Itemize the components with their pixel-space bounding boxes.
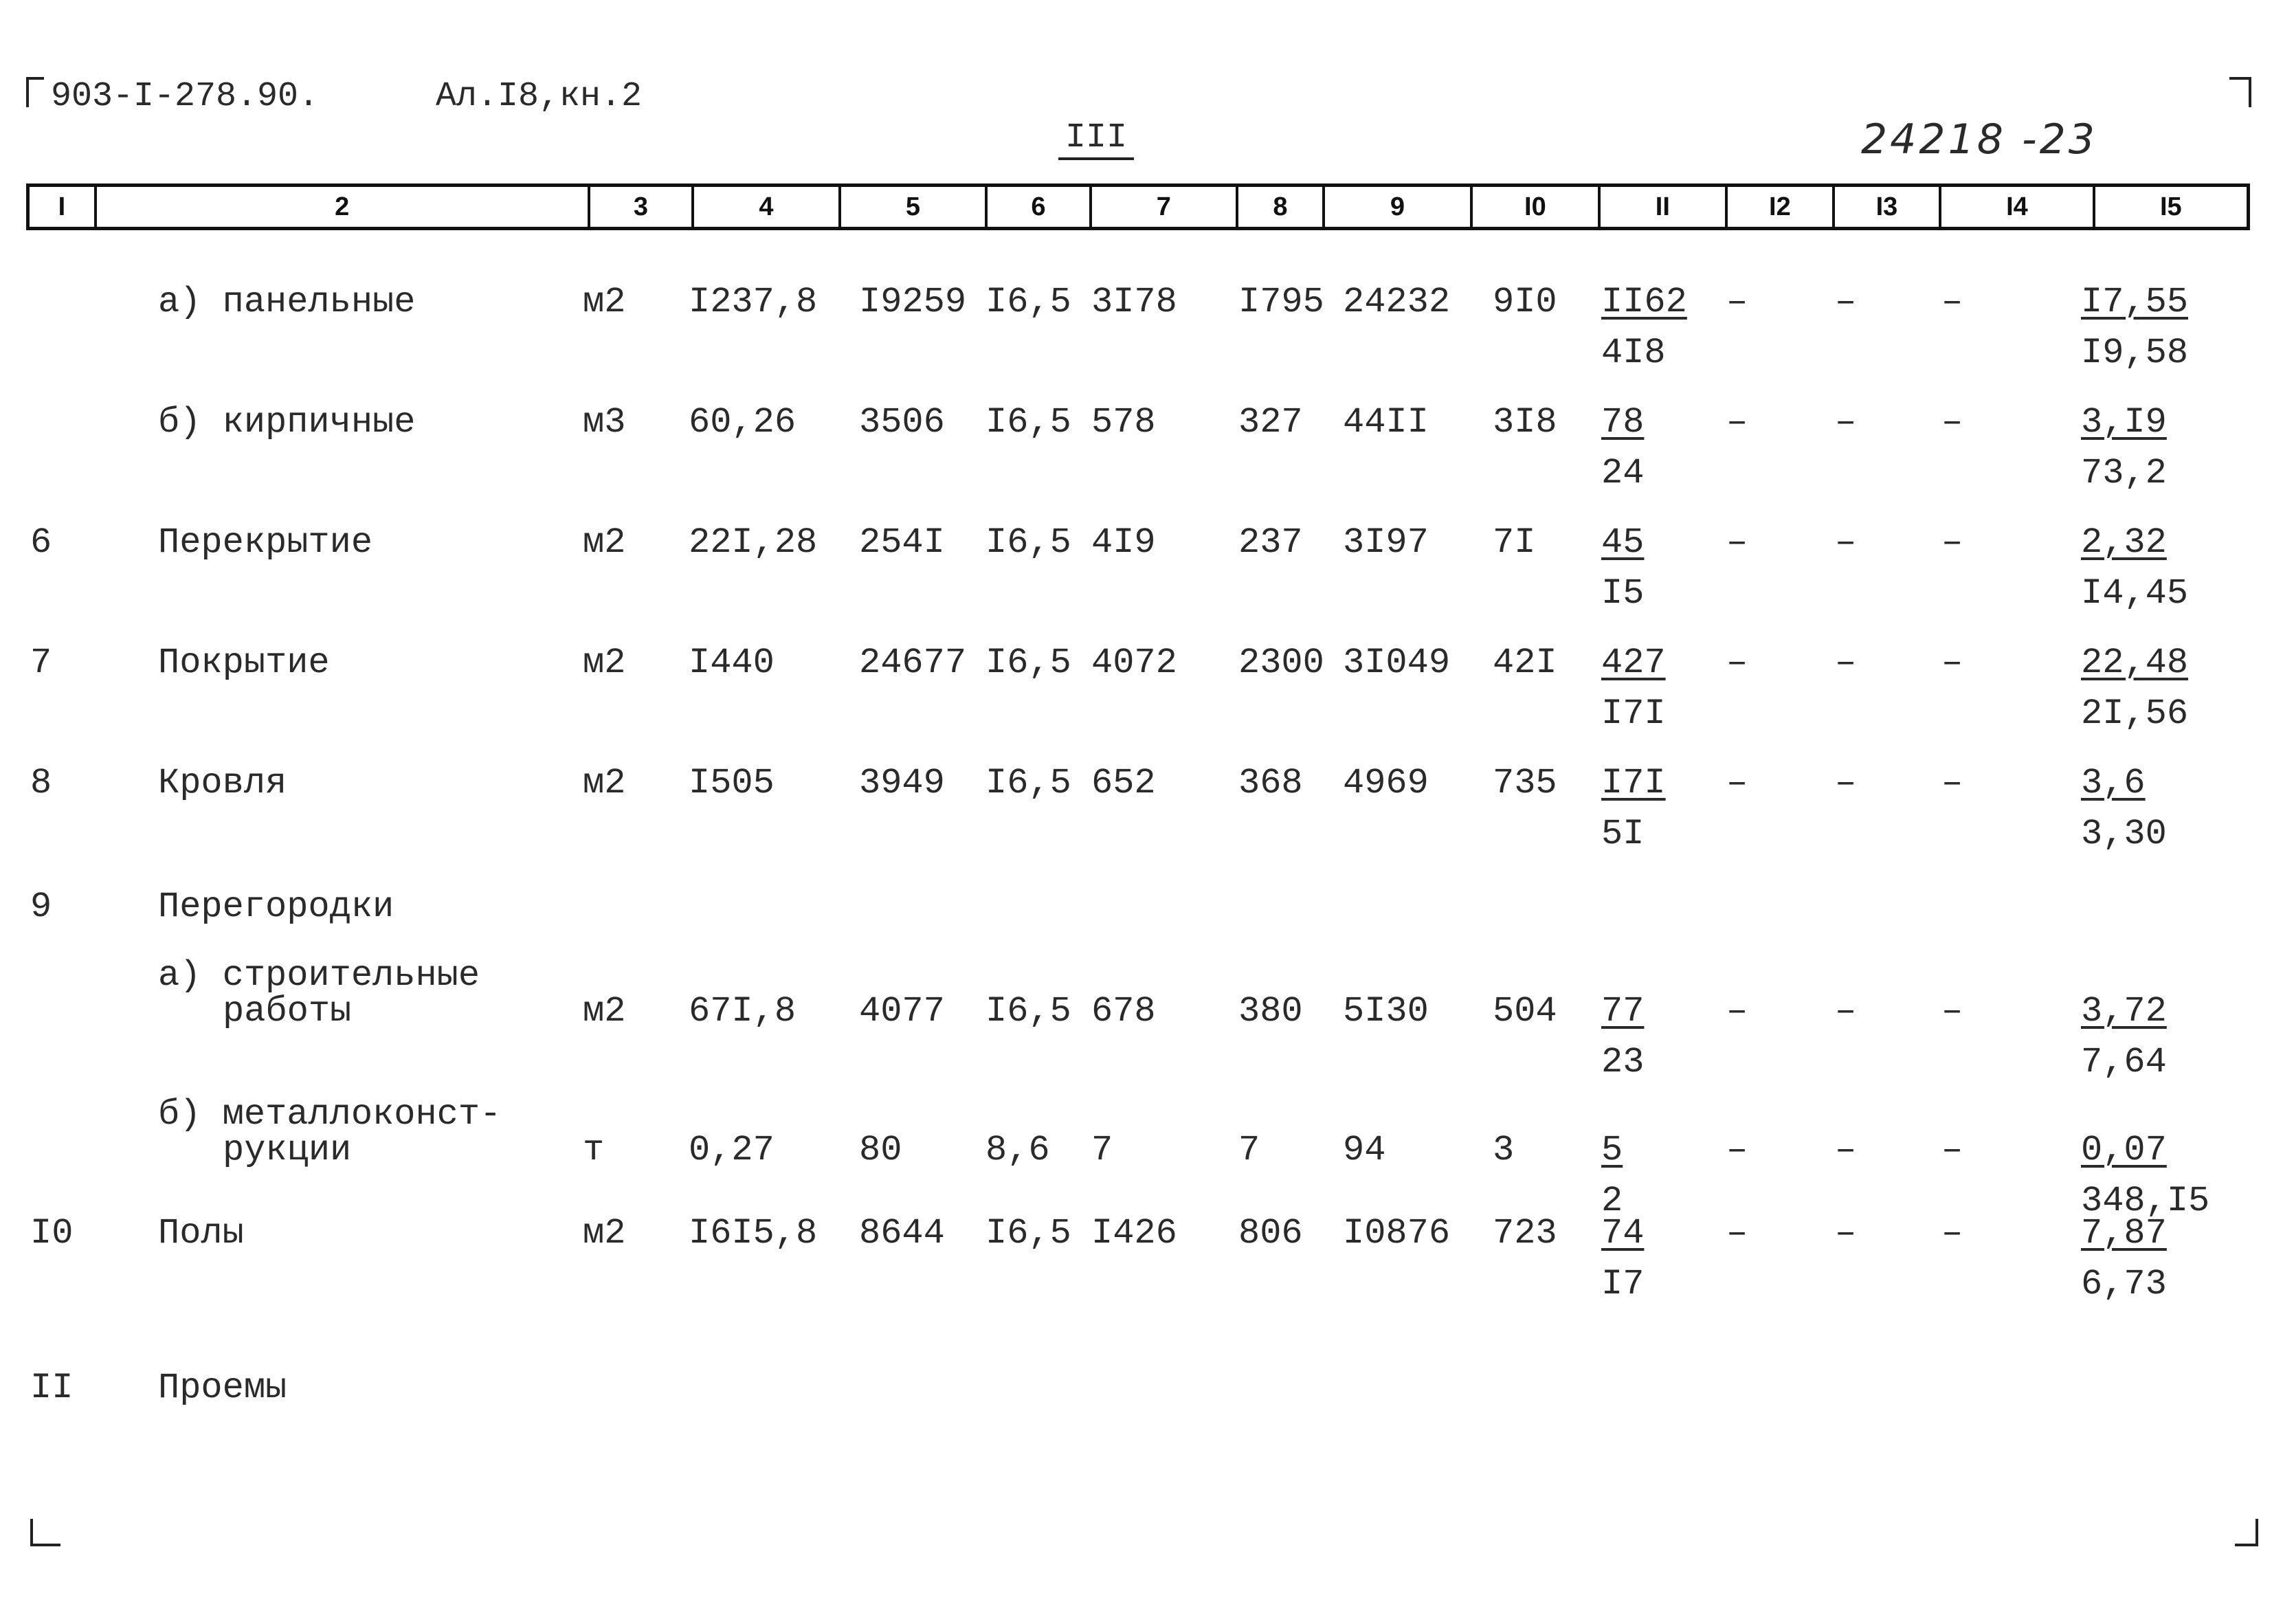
row-name: а) панельные: [158, 282, 416, 322]
row-name: Кровля: [158, 763, 287, 803]
value-cell-c8: 7: [1238, 1130, 1260, 1170]
column-header-15: I5: [2159, 192, 2182, 221]
value-cell-c7: 578: [1091, 402, 1156, 443]
fraction-bottom-col11: 5I: [1601, 814, 1645, 854]
value-cell-c7: I426: [1091, 1213, 1177, 1254]
dash-cell-c13: –: [1835, 1130, 1857, 1170]
value-cell-c10: 3: [1493, 1130, 1515, 1170]
dash-cell-c13: –: [1835, 402, 1857, 443]
fraction-bottom-col15: I4,45: [2081, 573, 2189, 614]
fraction-top-col11: II62: [1601, 282, 1687, 322]
corner-mark-top-left: [26, 77, 44, 107]
row-name: б) металлоконст-: [158, 1094, 502, 1135]
dash-cell-c14: –: [1941, 522, 1963, 563]
value-cell-c4: 60,26: [689, 402, 797, 443]
fraction-bottom-col11: I5: [1601, 573, 1645, 614]
value-cell-c4: I237,8: [689, 282, 818, 322]
column-header-14: I4: [1941, 187, 2095, 227]
fraction-bottom-col11: I7I: [1601, 693, 1666, 734]
fraction-top-col11: 77: [1601, 991, 1645, 1032]
dash-cell-c14: –: [1941, 991, 1963, 1032]
fraction-top-col15: 3,72: [2081, 991, 2167, 1032]
value-cell-c8: 368: [1238, 763, 1303, 803]
corner-mark-bottom-right: [2235, 1519, 2258, 1546]
unit-cell: т: [583, 1130, 605, 1170]
value-cell-c5: 8644: [859, 1213, 945, 1254]
value-cell-c8: 237: [1238, 522, 1303, 563]
fraction-top-col11: 74: [1601, 1213, 1645, 1254]
column-header-9: 9: [1325, 187, 1473, 227]
fraction-bottom-col11: 4I8: [1601, 333, 1666, 373]
handwritten-number: 24218 -23: [1861, 115, 2097, 164]
value-cell-c5: 4077: [859, 991, 945, 1032]
fraction-top-col15: 22,48: [2081, 643, 2189, 683]
value-cell-c7: 4I9: [1091, 522, 1156, 563]
fraction-top-col15: I7,55: [2081, 282, 2189, 322]
value-cell-c6: I6,5: [985, 282, 1071, 322]
value-cell-c4: I505: [689, 763, 775, 803]
column-header-7: 7: [1092, 187, 1238, 227]
value-cell-c6: 8,6: [985, 1130, 1050, 1170]
value-cell-c5: 80: [859, 1130, 902, 1170]
fraction-top-col15: 3,I9: [2081, 402, 2167, 443]
unit-cell: м2: [583, 643, 626, 683]
dash-cell-c12: –: [1726, 522, 1748, 563]
value-cell-c8: 806: [1238, 1213, 1303, 1254]
dash-cell-c13: –: [1835, 522, 1857, 563]
column-header-3: 3: [590, 187, 695, 227]
dash-cell-c14: –: [1941, 1213, 1963, 1254]
dash-cell-c14: –: [1941, 763, 1963, 803]
column-header-8: 8: [1238, 187, 1325, 227]
page-number: [1058, 118, 1134, 160]
row-name: Полы: [158, 1213, 244, 1254]
value-cell-c4: 67I,8: [689, 991, 797, 1032]
column-header-5: 5: [841, 187, 988, 227]
dash-cell-c12: –: [1726, 282, 1748, 322]
fraction-top-col15: 3,6: [2081, 763, 2146, 803]
fraction-top-col15: 2,32: [2081, 522, 2167, 563]
corner-mark-bottom-left: [30, 1519, 60, 1546]
column-header-13: I3: [1835, 187, 1942, 227]
value-cell-c5: 3506: [859, 402, 945, 443]
fraction-top-col15: 7,87: [2081, 1213, 2167, 1254]
column-header-4: 4: [694, 187, 840, 227]
value-cell-c6: I6,5: [985, 991, 1071, 1032]
fraction-bottom-col15: 7,64: [2081, 1042, 2167, 1082]
value-cell-c7: 3I78: [1091, 282, 1177, 322]
value-cell-c4: 0,27: [689, 1130, 775, 1170]
value-cell-c5: 254I: [859, 522, 945, 563]
unit-cell: м2: [583, 282, 626, 322]
row-name: Перекрытие: [158, 522, 373, 563]
value-cell-c7: 4072: [1091, 643, 1177, 683]
fraction-bottom-col11: 24: [1601, 453, 1645, 493]
value-cell-c10: 42I: [1493, 643, 1557, 683]
dash-cell-c12: –: [1726, 643, 1748, 683]
value-cell-c9: 4969: [1343, 763, 1429, 803]
value-cell-c9: 3I97: [1343, 522, 1429, 563]
column-header-10: I0: [1473, 187, 1600, 227]
dash-cell-c13: –: [1835, 991, 1857, 1032]
fraction-top-col11: 78: [1601, 402, 1645, 443]
value-cell-c7: 7: [1091, 1130, 1113, 1170]
page-number-text: III: [1065, 118, 1128, 157]
value-cell-c5: 24677: [859, 643, 967, 683]
dash-cell-c12: –: [1726, 1130, 1748, 1170]
corner-mark-top-right: [2229, 77, 2251, 107]
value-cell-c9: 44II: [1343, 402, 1429, 443]
row-number: 6: [30, 522, 52, 563]
value-cell-c9: 94: [1343, 1130, 1386, 1170]
value-cell-c4: 22I,28: [689, 522, 818, 563]
value-cell-c5: 3949: [859, 763, 945, 803]
dash-cell-c14: –: [1941, 1130, 1963, 1170]
fraction-top-col11: I7I: [1601, 763, 1666, 803]
unit-cell: м3: [583, 402, 626, 443]
value-cell-c8: 380: [1238, 991, 1303, 1032]
dash-cell-c13: –: [1835, 282, 1857, 322]
column-header-bar: [26, 183, 2250, 230]
fraction-top-col15: 0,07: [2081, 1130, 2167, 1170]
dash-cell-c14: –: [1941, 282, 1963, 322]
column-header-6: 6: [988, 187, 1092, 227]
dash-cell-c12: –: [1726, 991, 1748, 1032]
value-cell-c10: 3I8: [1493, 402, 1557, 443]
unit-cell: м2: [583, 763, 626, 803]
value-cell-c4: I440: [689, 643, 775, 683]
album-reference: Ал.I8,кн.2: [436, 77, 643, 116]
value-cell-c6: I6,5: [985, 402, 1071, 443]
unit-cell: м2: [583, 1213, 626, 1254]
value-cell-c6: I6,5: [985, 522, 1071, 563]
dash-cell-c12: –: [1726, 763, 1748, 803]
row-number: 9: [30, 887, 52, 927]
dash-cell-c14: –: [1941, 402, 1963, 443]
fraction-bottom-col15: 6,73: [2081, 1264, 2167, 1304]
dash-cell-c13: –: [1835, 1213, 1857, 1254]
fraction-bottom-col11: 23: [1601, 1042, 1645, 1082]
value-cell-c6: I6,5: [985, 1213, 1071, 1254]
fraction-bottom-col11: 2: [1601, 1181, 1623, 1221]
value-cell-c7: 652: [1091, 763, 1156, 803]
value-cell-c9: 24232: [1343, 282, 1451, 322]
dash-cell-c13: –: [1835, 763, 1857, 803]
row-name: Покрытие: [158, 643, 330, 683]
row-number: I0: [30, 1213, 74, 1254]
column-header-1: I: [30, 187, 97, 227]
value-cell-c9: 3I049: [1343, 643, 1451, 683]
row-name: а) строительные: [158, 955, 480, 996]
fraction-top-col11: 5: [1601, 1130, 1623, 1170]
value-cell-c10: 9I0: [1493, 282, 1557, 322]
column-header-2: 2: [97, 187, 590, 227]
document-code: 903-I-278.90.: [51, 77, 320, 116]
value-cell-c10: 7I: [1493, 522, 1536, 563]
row-name-continued: рукции: [223, 1130, 352, 1170]
fraction-bottom-col15: 3,30: [2081, 814, 2167, 854]
value-cell-c8: 2300: [1238, 643, 1324, 683]
value-cell-c4: I6I5,8: [689, 1213, 818, 1254]
value-cell-c8: I795: [1238, 282, 1324, 322]
row-number: 8: [30, 763, 52, 803]
value-cell-c8: 327: [1238, 402, 1303, 443]
value-cell-c10: 735: [1493, 763, 1557, 803]
row-name: Перегородки: [158, 887, 394, 927]
value-cell-c10: 504: [1493, 991, 1557, 1032]
value-cell-c5: I9259: [859, 282, 967, 322]
row-name-continued: работы: [223, 991, 352, 1032]
value-cell-c9: I0876: [1343, 1213, 1451, 1254]
row-number: 7: [30, 643, 52, 683]
value-cell-c6: I6,5: [985, 643, 1071, 683]
fraction-top-col11: 427: [1601, 643, 1666, 683]
unit-cell: м2: [583, 991, 626, 1032]
column-header-11: II: [1601, 187, 1728, 227]
fraction-bottom-col11: I7: [1601, 1264, 1645, 1304]
column-header-12: I2: [1728, 187, 1835, 227]
fraction-bottom-col15: 73,2: [2081, 453, 2167, 493]
row-name: Проемы: [158, 1368, 287, 1408]
dash-cell-c12: –: [1726, 1213, 1748, 1254]
row-number: II: [30, 1368, 74, 1408]
value-cell-c6: I6,5: [985, 763, 1071, 803]
fraction-bottom-col15: I9,58: [2081, 333, 2189, 373]
row-name: б) кирпичные: [158, 402, 416, 443]
dash-cell-c14: –: [1941, 643, 1963, 683]
unit-cell: м2: [583, 522, 626, 563]
fraction-top-col11: 45: [1601, 522, 1645, 563]
value-cell-c10: 723: [1493, 1213, 1557, 1254]
value-cell-c9: 5I30: [1343, 991, 1429, 1032]
dash-cell-c13: –: [1835, 643, 1857, 683]
value-cell-c7: 678: [1091, 991, 1156, 1032]
dash-cell-c12: –: [1726, 402, 1748, 443]
fraction-bottom-col15: 348,I5: [2081, 1181, 2210, 1221]
fraction-bottom-col15: 2I,56: [2081, 693, 2189, 734]
